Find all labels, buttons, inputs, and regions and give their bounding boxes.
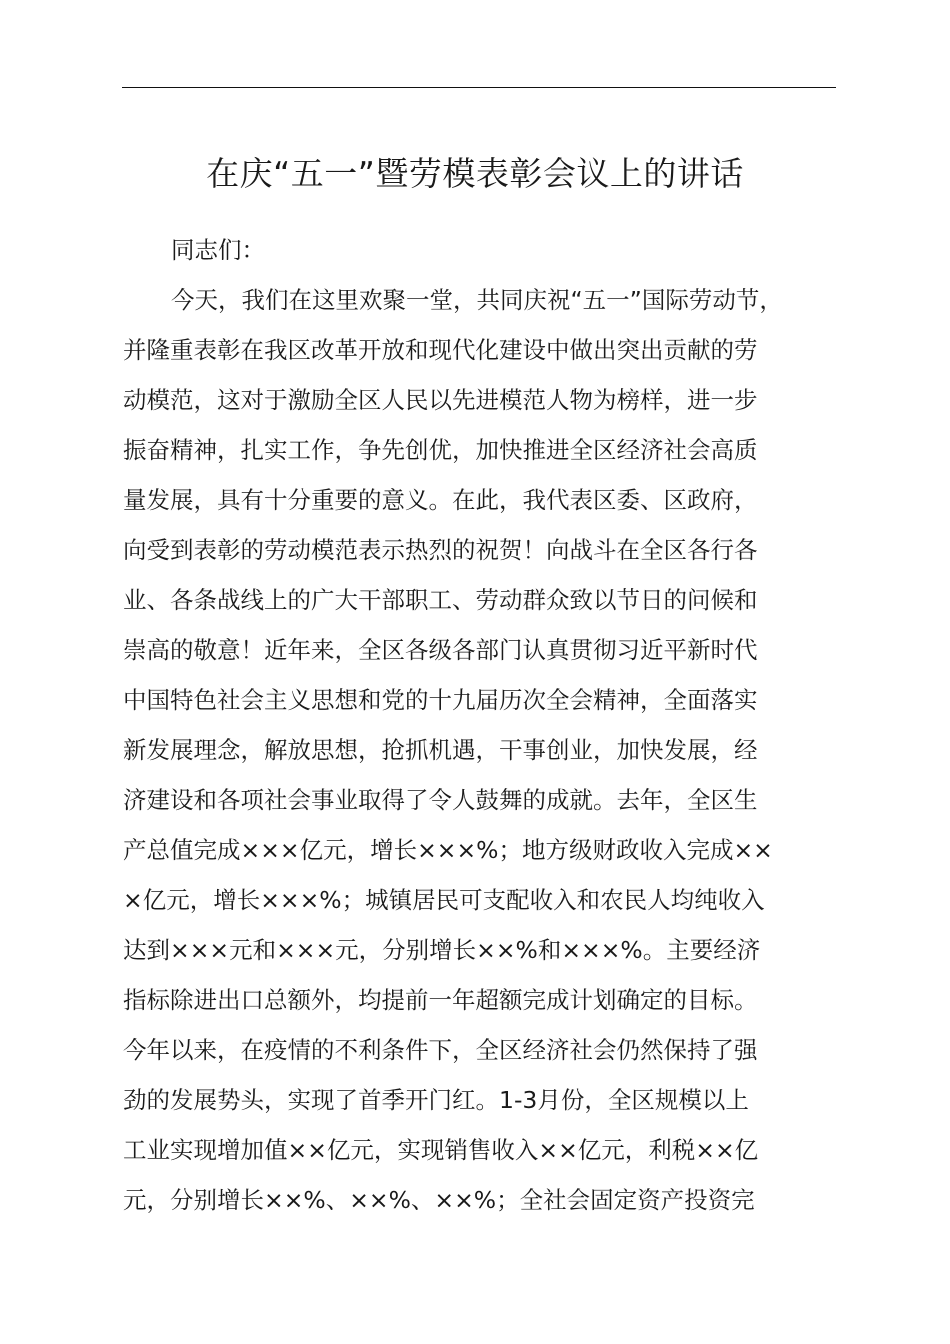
paragraph-line: 振奋精神，扎实工作，争先创优，加快推进全区经济社会高质 [123, 436, 758, 464]
paragraph-line: 济建设和各项社会事业取得了令人鼓舞的成就。去年，全区生 [123, 786, 758, 814]
paragraph-line: 量发展，具有十分重要的意义。在此，我代表区委、区政府， [123, 486, 758, 514]
paragraph-line: ×亿元，增长×××%；城镇居民可支配收入和农民人均纯收入 [123, 886, 765, 914]
paragraph-line: 新发展理念，解放思想，抢抓机遇，干事创业，加快发展，经 [123, 736, 758, 764]
paragraph-line: 元，分别增长××%、××%、××%；全社会固定资产投资完 [123, 1186, 755, 1214]
paragraph-line: 崇高的敬意！近年来，全区各级各部门认真贯彻习近平新时代 [123, 636, 758, 664]
document-title: 在庆“五一”暨劳模表彰会议上的讲话 [206, 154, 744, 193]
paragraph-line: 指标除进出口总额外，均提前一年超额完成计划确定的目标。 [123, 986, 758, 1014]
paragraph-line: 今天，我们在这里欢聚一堂，共同庆祝“五一”国际劳动节， [171, 286, 783, 314]
paragraph-line: 中国特色社会主义思想和党的十九届历次全会精神，全面落实 [123, 686, 758, 714]
paragraph-line: 工业实现增加值××亿元，实现销售收入××亿元，利税××亿 [123, 1136, 759, 1164]
paragraph-line: 达到×××元和×××元，分别增长××%和×××%。主要经济 [123, 936, 761, 964]
document-body [123, 225, 863, 1225]
paragraph-line: 并隆重表彰在我区改革开放和现代化建设中做出突出贡献的劳 [123, 336, 758, 364]
paragraph-line: 产总值完成×××亿元，增长×××%；地方级财政收入完成×× [123, 836, 773, 864]
paragraph-line: 动模范，这对于激励全区人民以先进模范人物为榜样，进一步 [123, 386, 758, 414]
salutation: 同志们： [171, 236, 265, 264]
paragraph-line: 今年以来，在疫情的不利条件下，全区经济社会仍然保持了强 [123, 1036, 758, 1064]
paragraph-line: 业、各条战线上的广大干部职工、劳动群众致以节日的问候和 [123, 586, 758, 614]
paragraph-line: 向受到表彰的劳动模范表示热烈的祝贺！向战斗在全区各行各 [123, 536, 758, 564]
paragraph-line: 劲的发展势头，实现了首季开门红。1-3月份，全区规模以上 [123, 1086, 749, 1114]
header-rule [122, 87, 836, 88]
